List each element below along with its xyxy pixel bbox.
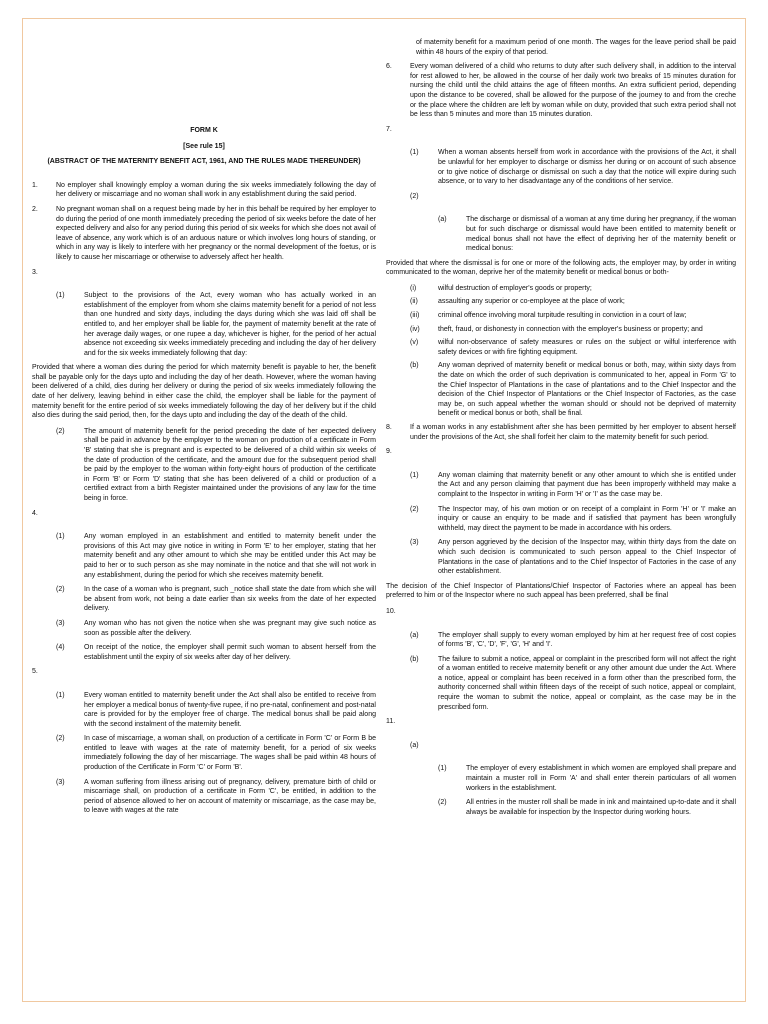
clause-text: On receipt of the notice, the employer shall permit such woman to absent herself from the establishment until the expiry of six weeks after day of her delivery. — [84, 644, 376, 661]
section-number: 8. — [386, 424, 392, 431]
section-9-clause-1 — [410, 471, 736, 500]
clause-number: (3) — [56, 619, 65, 627]
act-number: (iii) — [410, 312, 420, 320]
clause-text: The discharge or dismissal of a woman at any time during her pregnancy, if the woman but for such discharge or dismissal would have been entitled to maternity benefit or medical bonus shall not have the effect of depriving her of the maternity benefit or medical bonus: — [466, 216, 736, 253]
act-text: theft, fraud, or dishonesty in connection with the employer's business or property; and — [438, 325, 703, 333]
section-10-clause-a — [410, 631, 736, 650]
section-number: 6. — [386, 63, 392, 71]
act-text: criminal offence involving moral turpitude resulting in conviction in a court of law; — [438, 312, 687, 320]
section-5-clause-2 — [56, 734, 376, 772]
section-7-clause-b — [410, 361, 736, 419]
clause-text: The failure to submit a notice, appeal or complaint in the prescribed form will not affect the right of a woman entitled to receive maternity benefit or any other amount due under the Act. Where a notice, appeal or complaint has been received in a form other than the prescribed form, the authority concerned shall within fifteen days of the receipt of such notice, appeal or complaint, require the woman to submit the notice, appeal or complaint, as the case may be in the prescribed form. — [438, 655, 736, 711]
section-5-number: 5. — [32, 668, 38, 676]
clause-text: In case of miscarriage, a woman shall, on production of a certificate in Form 'C' or Form B be entitled to leave with wages at the rate of maternity benefit, for a period of six weeks immediately following the day of her miscarriage. The wages shall be paid within 48 hours of production of the Certificate in Form 'C' or Form 'B'. — [84, 735, 376, 772]
section-2 — [32, 205, 376, 263]
act-number: (iv) — [410, 325, 420, 333]
clause-number: (b) — [410, 362, 419, 370]
clause-text: Any person aggrieved by the decision of the Inspector may, within thirty days from the date on which such decision is communicated to such person appeal to the Chief Inspector of Plantations in the case of plantations and to the Chief Inspector of Factories in the case of any other establishment. — [438, 539, 736, 576]
clause-number: (1) — [410, 471, 419, 479]
act-item — [410, 284, 736, 294]
section-7-clause-2a — [438, 215, 736, 253]
section-7-number: 7. — [386, 125, 392, 133]
clause-text: Any woman who has not given the notice when she was pregnant may give such notice as soon as possible after the delivery. — [84, 619, 376, 637]
section-5-continuation — [416, 38, 736, 57]
clause-number: (2) — [56, 427, 65, 435]
clause-text: The Inspector may, of his own motion or on receipt of a complaint in Form 'H' or 'I' make an inquiry or cause an enquiry to be made and if satisfied that payment has been wrongfully withheld, may direct the payment to be made in accordance with his orders. — [438, 505, 736, 532]
form-abstract: (ABSTRACT OF THE MATERNITY BENEFIT ACT, 1961, AND THE RULES MADE THEREUNDER) — [47, 158, 361, 166]
clause-text: The amount of maternity benefit for the period preceding the date of her expected delivery shall be paid in advance by the employer to the woman on production of a certificate in Form 'B' stating that she is pregnant and is expected to be delivered of a child within six weeks of the date of production of the certificate, and the amount due for the subsequent period shall be paid by the employer to the woman within forty-eight hours of production of the certificate in Form 'B' or Form 'D' stating that she has been delivered of a child or production of a certified extract from a birth Register maintained under the provisions of any law for the time being in force. — [84, 427, 376, 502]
act-item — [410, 338, 736, 357]
section-4-clause-3 — [56, 619, 376, 638]
clause-number: (a) — [438, 216, 447, 224]
continuation-text: of maternity benefit for a maximum period of one month. The wages for the leave period shall be paid within 48 hours of the expiry of that period. — [416, 39, 736, 56]
section-11-number: 11. — [386, 718, 396, 726]
clause-text: All entries in the muster roll shall be made in ink and maintained up-to-date and it shall always be available for inspection by the Inspector during working hours. — [466, 799, 736, 816]
clause-number: (b) — [410, 655, 419, 663]
section-number: 2. — [32, 205, 38, 213]
clause-text: In the case of a woman who is pregnant, such _notice shall state the date from which she will be absent from work, not being a date earlier than six weeks from the date of her expected delivery. — [84, 586, 376, 613]
section-7-proviso: Provided that where the dismissal is for one or more of the following acts, the employer may, by order in writing communicated to the woman, deprive her of the maternity benefit or medical bonus or both- — [386, 259, 736, 277]
section-3-clause-1 — [56, 291, 376, 358]
act-text: wilful non-observance of safety measures or rules on the subject or wilful interference with safety devices or with fire fighting equipment. — [438, 339, 736, 356]
form-rule: [See rule 15] — [183, 142, 225, 150]
clause-text: Any woman employed in an establishment and entitled to maternity benefit under the provisions of this Act may give notice in writing in Form 'E' to her employer, stating that her maternity benefit and any other amount to which she may be entitled under this Act may be paid to her or to such person as she may nominate in the notice and that she will not work in any establishment, during the period for which she receives maternity benefit. — [84, 533, 376, 579]
clause-number: (2) — [56, 586, 65, 594]
section-number: 1. — [32, 181, 38, 189]
act-item — [410, 311, 736, 321]
form-title: FORM K — [190, 127, 218, 134]
act-number: (i) — [410, 284, 417, 292]
clause-text: Any woman deprived of maternity benefit or medical bonus or both, may, within sixty days from the date on which the order of such deprivation is communicated to her, appeal in Form 'G' to the Chief Inspector of Plantations in the case of plantations and to the Chief Inspector and the decision of the Chief Inspector of Plantations or the Chief Inspector of Factories, as the case may be, on such appeal whether the woman should or should not be deprived of maternity benefit or medical bonus or both, shall be final. — [438, 362, 736, 418]
clause-number: (1) — [56, 533, 65, 541]
clause-text: Subject to the provisions of the Act, every woman who has actually worked in an establishment of the employer from whom she claims maternity benefit for a period of not less than one hundred and sixty days, including the days during which she was laid off shall be entitled to, and her employer shall be liable for, the payment of maternity benefit at the rate of her average daily wages, or one rupee a day, whichever is higher, for the period of her actual absence not exceeding six weeks immediately preceding and including the day of her delivery and for the six weeks immediately following that day: — [84, 292, 376, 357]
section-3-number: 3. — [32, 268, 38, 276]
section-8 — [386, 423, 736, 442]
clause-number: (1) — [56, 691, 65, 699]
section-9-clause-3 — [410, 538, 736, 576]
section-4-number: 4. — [32, 509, 38, 517]
section-text: Every woman delivered of a child who returns to duty after such delivery shall, in addition to the interval for rest allowed to her, be allowed in the course of her daily work two breaks of 15 minutes duration for nursing the child until the child attains the age of fifteen months. An extra sufficient period, depending upon the distance to be covered, shall be allowed for the purpose of the journey to and from the creche or the place where the children are left by woman while on duty, provided that such extra period shall not be less than 5 minutes and more than 15 minutes duration. — [410, 63, 736, 119]
clause-text: When a woman absents herself from work in accordance with the provisions of the Act, it shall be unlawful for her employer to discharge or dismiss her during or on account of such absence or to give notice of discharge or dismissal on such a day that the notice will expire during such absence, or to vary to her disadvantage any of the conditions of her service. — [438, 149, 736, 186]
section-7-clause-2-number: (2) — [410, 192, 419, 200]
clause-number: (1) — [56, 292, 65, 300]
clause-text: A woman suffering from illness arising out of pregnancy, delivery, premature birth of child or miscarriage shall, on production of a certificate in Form 'C', be entitled, in addition to the period of absence allowed to her on account of maternity or miscarriage, as the case may be, to leave with wages at the rate — [84, 778, 376, 815]
clause-text: Every woman entitled to maternity benefit under the Act shall also be entitled to receive from her employer a medical bonus of twenty-five rupee, if no pre-natal, confinement and post-natal care is provided for by the employer free of charge. The medical bonus shall be paid along with the second instalment of the maternity benefit. — [84, 691, 376, 728]
section-1 — [32, 181, 376, 200]
section-4-clause-2 — [56, 585, 376, 614]
clause-number: (1) — [410, 149, 419, 157]
section-10-clause-b — [410, 655, 736, 713]
clause-number: (2) — [438, 799, 447, 807]
act-text: wilful destruction of employer's goods or property; — [438, 284, 592, 292]
clause-number: (a) — [410, 631, 419, 639]
section-6 — [386, 62, 736, 120]
clause-text: The employer of every establishment in which women are employed shall prepare and maintain a muster roll in Form 'A' and shall enter therein particulars of all women workers in the establishment. — [466, 765, 736, 792]
section-text: If a woman works in any establishment after she has been permitted by her employer to absent herself under the provisions of the Act, she shall forfeit her claim to the maternity benefit for such period. — [410, 424, 736, 441]
section-9-number: 9. — [386, 448, 392, 456]
section-11-clause-1 — [438, 764, 736, 793]
clause-number: (4) — [56, 644, 65, 652]
section-5-clause-3 — [56, 778, 376, 816]
section-11-clause-a-number: (a) — [410, 741, 419, 749]
act-item — [410, 297, 736, 307]
clause-number: (2) — [56, 735, 65, 743]
section-4-clause-1 — [56, 532, 376, 580]
clause-number: (3) — [56, 778, 65, 786]
clause-number: (3) — [410, 539, 419, 547]
clause-number: (1) — [438, 765, 447, 773]
clause-text: Any woman claiming that maternity benefit or any other amount to which she is entitled under the Act and any person claiming that payment due has been improperly withheld may make a complaint to the Inspector in writing in Form 'H' or 'I' as the case may be. — [438, 471, 736, 498]
section-7-clause-1 — [410, 148, 736, 186]
section-text: No pregnant woman shall on a request being made by her in this behalf be required by her employer to do during the period of one month immediately preceding the period of six weeks before the date of her expected delivery and also for any period during this period of six weeks for which she does not avail of leave of absence, any work which is of an arduous nature or which involves long hours of standing, or which in any way is likely to interfere with her pregnancy or the normal development of the foetus, or is likely to cause her miscarriage or otherwise to adversely affect her health. — [56, 205, 376, 261]
section-9-closing: The decision of the Chief Inspector of Plantations/Chief Inspector of Factories where an appeal has been preferred to him or of the Inspector where no such appeal has been preferred, shall be final — [386, 582, 736, 600]
clause-number: (2) — [410, 505, 419, 513]
section-4-clause-4 — [56, 643, 376, 662]
left-column — [32, 126, 376, 821]
clause-text: The employer shall supply to every woman employed by him at her request free of cost copies of forms 'B', 'C', 'D', 'F', 'G', 'H' and 'I'. — [438, 631, 736, 649]
right-column — [386, 38, 736, 822]
section-5-clause-1 — [56, 691, 376, 729]
act-number: (ii) — [410, 298, 418, 306]
section-9-clause-2 — [410, 505, 736, 534]
section-11-clause-2 — [438, 798, 736, 817]
act-text: assaulting any superior or co-employee at the place of work; — [438, 298, 625, 306]
section-3-clause-2 — [56, 427, 376, 504]
section-3-proviso: Provided that where a woman dies during the period for which maternity benefit is payable to her, the benefit shall be payable only for the days upto and including the day of her death. However, where the woman having been delivered of a child, dies during her delivery or during the period of six weeks immediately following the date of her delivery, leaving behind in either case the child, the employer shall be liable for the payment of maternity benefit for the entire period of six weeks immediately following the day of her delivery but if the child also dies during the said period, then, for the days upto and including the day of the death of the child. — [32, 364, 376, 420]
act-item — [410, 325, 736, 335]
act-number: (v) — [410, 339, 419, 347]
section-text: No employer shall knowingly employ a woman during the six weeks immediately following the day of her delivery or miscarriage and no woman shall work in any establishment during the said period. — [56, 181, 376, 199]
section-10-number: 10. — [386, 607, 396, 615]
